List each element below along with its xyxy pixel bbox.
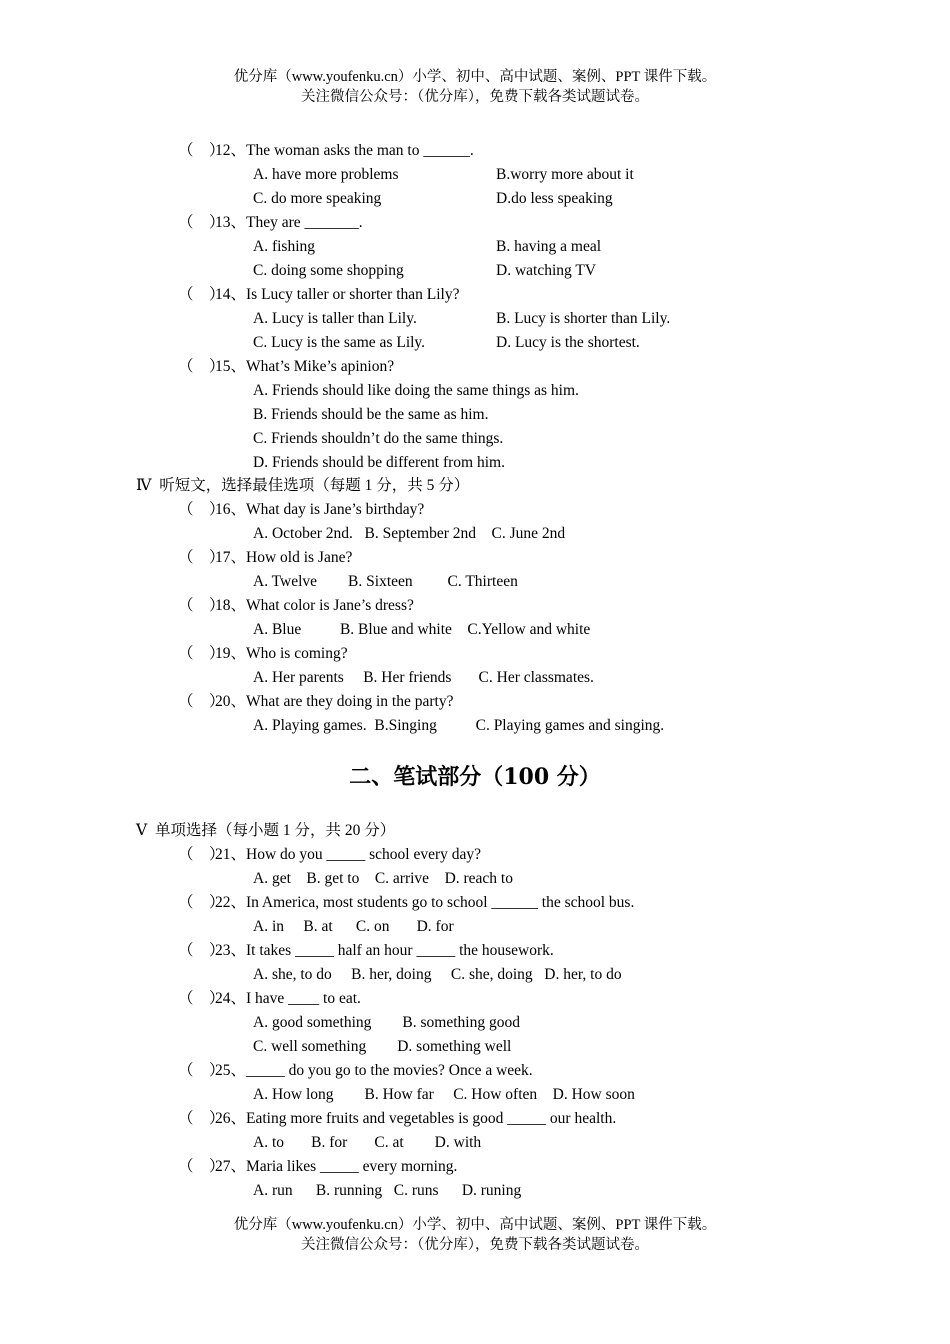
- answer-bracket[interactable]: （ ）: [178, 358, 225, 375]
- options-row: A. get B. get to C. arrive D. reach to: [253, 870, 513, 887]
- question-23: [178, 939, 554, 963]
- option-d: D.do less speaking: [496, 190, 613, 207]
- option-b: B. Lucy is shorter than Lily.: [496, 310, 671, 327]
- question-stem: 16、What day is Jane’s birthday?: [215, 501, 425, 518]
- option-a: A. Friends should like doing the same things as him.: [253, 382, 579, 399]
- question-stem: 25、_____ do you go to the movies? Once a week.: [215, 1062, 533, 1079]
- footer-line-1: 优分库（www.youfenku.cn）小学、初中、高中试题、案例、PPT 课件下载。: [233, 1217, 717, 1233]
- question-15: [178, 355, 394, 379]
- question-stem: 21、How do you _____ school every day?: [215, 846, 482, 863]
- question-stem: 12、The woman asks the man to ______.: [215, 142, 474, 159]
- answer-bracket[interactable]: （ ）: [178, 597, 225, 614]
- answer-bracket[interactable]: （ ）: [178, 693, 225, 710]
- question-stem: 23、It takes _____ half an hour _____ the housework.: [215, 942, 554, 959]
- page-header: [0, 67, 950, 107]
- answer-bracket[interactable]: （ ）: [178, 894, 225, 911]
- answer-bracket[interactable]: （ ）: [178, 214, 225, 231]
- answer-bracket[interactable]: （ ）: [178, 942, 225, 959]
- page-footer: [0, 1215, 950, 1255]
- options-row: [253, 187, 613, 211]
- options-row: [253, 307, 671, 331]
- options-row: A. Her parents B. Her friends C. Her classmates.: [253, 669, 594, 686]
- question-22: [178, 891, 634, 915]
- answer-bracket[interactable]: （ ）: [178, 142, 225, 159]
- question-20: [178, 690, 453, 714]
- question-14: [178, 283, 459, 307]
- options-row: [253, 163, 634, 187]
- header-line-2: 关注微信公众号：（优分库），免费下载各类试题试卷。: [301, 89, 649, 105]
- question-27: [178, 1155, 457, 1179]
- question-18: [178, 594, 414, 618]
- question-stem: 26、Eating more fruits and vegetables is good _____ our health.: [215, 1110, 617, 1127]
- question-25: [178, 1059, 533, 1083]
- answer-bracket[interactable]: （ ）: [178, 549, 225, 566]
- question-19: [178, 642, 348, 666]
- option-b: B. Friends should be the same as him.: [253, 406, 489, 423]
- options-row: A. October 2nd. B. September 2nd C. June 2nd: [253, 525, 566, 542]
- options-row: [253, 259, 597, 283]
- section-heading-v: Ⅴ 单项选择（每小题 1 分，共 20 分）: [136, 822, 396, 839]
- question-stem: 20、What are they doing in the party?: [215, 693, 454, 710]
- options-row: A. How long B. How far C. How often D. How soon: [253, 1086, 635, 1103]
- option-a: A. fishing: [253, 238, 315, 255]
- question-stem: 13、They are _______.: [215, 214, 363, 231]
- option-a: A. Lucy is taller than Lily.: [253, 310, 417, 327]
- option-c: C. Friends shouldn’t do the same things.: [253, 430, 504, 447]
- answer-bracket[interactable]: （ ）: [178, 501, 225, 518]
- options-row: A. run B. running C. runs D. runing: [253, 1182, 522, 1199]
- header-line-1: 优分库（www.youfenku.cn）小学、初中、高中试题、案例、PPT 课件下载。: [233, 69, 717, 85]
- option-c: C. doing some shopping: [253, 262, 404, 279]
- question-24: [178, 987, 361, 1011]
- question-stem: 17、How old is Jane?: [215, 549, 353, 566]
- options-row: C. well something D. something well: [253, 1038, 512, 1055]
- options-row: A. Blue B. Blue and white C.Yellow and white: [253, 621, 591, 638]
- answer-bracket[interactable]: （ ）: [178, 1062, 225, 1079]
- question-stem: 14、Is Lucy taller or shorter than Lily?: [215, 286, 460, 303]
- options-row: A. in B. at C. on D. for: [253, 918, 454, 935]
- part-two-title: 二、笔试部分（100 分）: [349, 764, 601, 790]
- footer-line-2: 关注微信公众号：（优分库），免费下载各类试题试卷。: [301, 1237, 649, 1253]
- answer-bracket[interactable]: （ ）: [178, 1110, 225, 1127]
- question-stem: 27、Maria likes _____ every morning.: [215, 1158, 458, 1175]
- option-d: D. Lucy is the shortest.: [496, 334, 640, 351]
- option-d: D. Friends should be different from him.: [253, 454, 505, 471]
- answer-bracket[interactable]: （ ）: [178, 1158, 225, 1175]
- option-a: A. have more problems: [253, 166, 399, 183]
- question-12: [178, 139, 474, 163]
- question-21: [178, 843, 481, 867]
- options-row: A. Playing games. B.Singing C. Playing games and singing.: [253, 717, 665, 734]
- options-row: [253, 235, 602, 259]
- answer-bracket[interactable]: （ ）: [178, 645, 225, 662]
- options-row: [253, 331, 640, 355]
- question-stem: 15、What’s Mike’s apinion?: [215, 358, 395, 375]
- answer-bracket[interactable]: （ ）: [178, 846, 225, 863]
- question-26: [178, 1107, 616, 1131]
- question-stem: 18、What color is Jane’s dress?: [215, 597, 414, 614]
- option-c: C. do more speaking: [253, 190, 382, 207]
- question-stem: 22、In America, most students go to school ______ the school bus.: [215, 894, 635, 911]
- question-16: [178, 498, 424, 522]
- answer-bracket[interactable]: （ ）: [178, 286, 225, 303]
- options-row: A. Twelve B. Sixteen C. Thirteen: [253, 573, 518, 590]
- option-d: D. watching TV: [496, 262, 597, 279]
- option-b: B.worry more about it: [496, 166, 634, 183]
- options-row: A. good something B. something good: [253, 1014, 520, 1031]
- question-stem: 24、I have ____ to eat.: [215, 990, 361, 1007]
- option-b: B. having a meal: [496, 238, 602, 255]
- answer-bracket[interactable]: （ ）: [178, 990, 225, 1007]
- question-13: [178, 211, 363, 235]
- options-row: A. to B. for C. at D. with: [253, 1134, 482, 1151]
- options-row: A. she, to do B. her, doing C. she, doing D. her, to do: [253, 966, 622, 983]
- question-17: [178, 546, 352, 570]
- option-c: C. Lucy is the same as Lily.: [253, 334, 426, 351]
- section-heading-iv: Ⅳ 听短文，选择最佳选项（每题 1 分，共 5 分）: [136, 477, 470, 494]
- question-stem: 19、Who is coming?: [215, 645, 348, 662]
